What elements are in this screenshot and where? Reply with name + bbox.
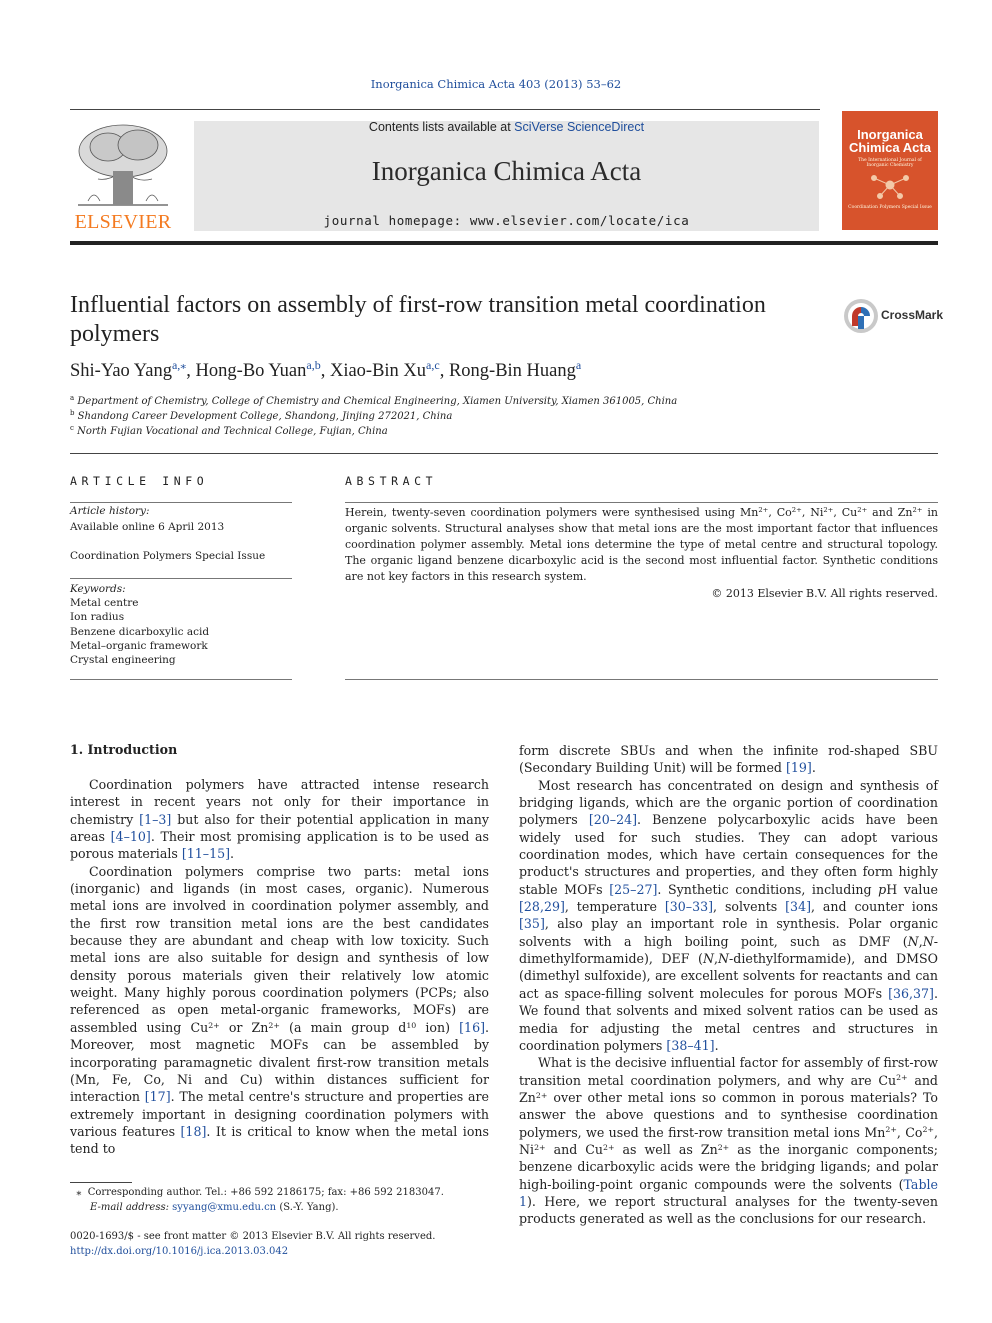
journal-homepage: journal homepage: www.elsevier.com/locate/ica — [323, 213, 690, 228]
reference-link[interactable]: [25–27] — [609, 881, 658, 897]
publisher-wordmark[interactable]: ELSEVIER — [74, 211, 172, 233]
journal-citation-link[interactable]: Inorganica Chimica Acta 403 (2013) 53–62 — [370, 77, 622, 91]
affiliation-item: $^c$ North Fujian Vocational and Technical College, Fujian, China — [70, 423, 388, 437]
sciencedirect-link[interactable]: SciVerse ScienceDirect — [514, 120, 645, 134]
keyword-item: Metal–organic framework — [70, 639, 208, 652]
divider — [70, 578, 292, 579]
keyword-item: Metal centre — [70, 597, 139, 609]
article-title: Influential factors on assembly of first-row transition metal coordination polymers — [70, 292, 766, 347]
paragraph: form discrete SBUs and when the infinite rod-shaped SBU (Secondary Building Unit) will be formed [19]. — [519, 743, 938, 776]
reference-link[interactable]: [18] — [180, 1123, 207, 1139]
reference-link[interactable]: [4–10] — [110, 829, 151, 845]
divider — [345, 502, 938, 503]
cover-molecule-art — [862, 168, 918, 202]
cover-title: Inorganica Chimica Acta — [849, 127, 931, 155]
paragraph: Most research has concentrated on design and synthesis of bridging ligands, which are the organic portion of coordination polymers [20–24]. Benzene polycarboxylic acids have been widely used for such studies. They can adopt various coordination modes, which have certain consequences for the product's structures and properties, and they often form highly stable MOFs [25–27]. Synthetic conditions, including pH value [28,29], temperature [30–33], solvents [34], and counter ions [35], also play an important role in synthesis. Polar organic solvents with a high boiling point, such as DMF (N,N-dimethylformamide), DEF (N,N-diethylformamide), and DMSO (dimethyl sulfoxide), are excellent solvents for reactants and can act as space-filling solvent molecules for porous MOFs [36,37]. We found that solvents and mixed solvent ratios can be used as media for adjusting the metal centres and structures in coordination polymers [38–41]. — [519, 777, 939, 1053]
header-rule — [70, 109, 820, 110]
reference-link[interactable]: [36,37] — [888, 985, 934, 1001]
history-value: Available online 6 April 2013 — [70, 521, 225, 533]
keywords-label: Keywords: — [70, 583, 126, 595]
section-heading: 1. Introduction — [70, 742, 178, 757]
contents-line: Contents lists available at SciVerse ScienceDirect — [368, 120, 645, 134]
author-affil-mark[interactable]: a,c — [426, 357, 440, 372]
corresponding-author-footnote: ⁎ Corresponding author. Tel.: +86 592 2186175; fax: +86 592 2183047. E-mail address: syyang@xmu.edu.cn (S.-Y. Yang). — [76, 1187, 444, 1213]
reference-link[interactable]: [1–3] — [139, 811, 172, 827]
affiliation-rule — [70, 453, 938, 454]
copyright-notice: © 2013 Elsevier B.V. All rights reserved. — [711, 587, 938, 600]
reference-link[interactable]: [17] — [144, 1089, 171, 1105]
paragraph: Coordination polymers comprise two parts: metal ions (inorganic) and ligands (in most cases, organic). Numerous metal ions are involved in coordination polymer assembly, and the first row transition metal ions are the best candidates because they are abundant and cheap with low toxicity. Such metal ions are also suitable for design and synthesis of low density porous materials given their relatively low atomic weight. Many highly porous coordination polymers (PCPs; also referenced as open metal-organic frameworks, MOFs) are assembled using $Cu^{2+}$ or $Zn^{2+}$ (a main group $d^{10}$ ion) [16]. Moreover, most magnetic MOFs can be assembled by incorporating paramagnetic divalent first-row transition metals (Mn, Fe, Co, Ni and Cu) within distances sufficient for interaction [17]. The metal centre's structure and properties are extremely important in designing coordination polymers with various features [18]. It is critical to know when the metal ions tend to — [70, 863, 490, 1157]
keyword-item: Crystal engineering — [70, 654, 176, 667]
reference-link[interactable]: [20–24] — [588, 812, 638, 828]
paragraph: Coordination polymers have attracted intense research interest in recent years not only for their importance in chemistry [1–3] but also for their potential application in many areas [4–10]. Their most promising application is to be used as porous materials [11–15]. — [70, 777, 490, 862]
divider — [345, 679, 938, 680]
reference-link[interactable]: [28,29] — [519, 899, 565, 915]
crossmark-icon[interactable] — [843, 298, 879, 334]
homepage-link[interactable]: www.elsevier.com/locate/ica — [469, 213, 690, 228]
reference-link[interactable]: [11–15] — [181, 846, 231, 862]
reference-link[interactable]: [30–33] — [664, 899, 714, 915]
abstract-heading: ABSTRACT — [345, 474, 438, 488]
author-affil-mark[interactable]: a,⁎ — [171, 357, 187, 372]
article-info-heading: ARTICLE INFO — [70, 474, 209, 488]
divider — [70, 679, 292, 680]
crossmark-label[interactable]: CrossMark — [881, 308, 944, 322]
keyword-item: Ion radius — [70, 611, 125, 624]
cover-footer: Coordination Polymers Special Issue — [848, 205, 932, 210]
keywords-list — [70, 596, 209, 667]
reference-link[interactable]: [19] — [785, 760, 812, 776]
reference-link[interactable]: [34] — [785, 899, 811, 915]
cover-subtitle: The International Journal of Inorganic Chemistry — [858, 158, 922, 168]
author-list: Shi-Yao Yang$^{a,⁎}$, Hong-Bo Yuan$^{a,b}$, Xiao-Bin Xu$^{a,c}$, Rong-Bin Huang$^a$ — [70, 357, 582, 381]
journal-name: Inorganica Chimica Acta — [371, 156, 642, 186]
special-issue-label: Coordination Polymers Special Issue — [70, 550, 266, 562]
issn-footer: 0020-1693/$ - see front matter © 2013 Elsevier B.V. All rights reserved. http://dx.doi.org/10.1016/j.ica.2013.03.042 — [70, 1231, 436, 1257]
table-link[interactable]: Table 1 — [519, 1176, 938, 1209]
author-affil-mark[interactable]: a — [575, 357, 582, 372]
paragraph: What is the decisive influential factor for assembly of first-row transition metal coordination polymers, and why are $Cu^{2+}$ and $Zn^{2+}$ over other metal ions so common in porous materials? To answer the above questions and to synthesise coordination polymers, we used the first-row transition metal ions $Mn^{2+}$, $Co^{2+}$, $Ni^{2+}$ and $Cu^{2+}$ as well as $Zn^{2+}$ as the inorganic components; benzene dicarboxylic acids were the bridging ligands; and polar high-boiling-point organic compounds were the solvents (Table 1). Here, we report structural analyses for the twenty-seven products generated as well as the conclusions for our research. — [519, 1055, 939, 1227]
keyword-item: Benzene dicarboxylic acid — [70, 625, 210, 638]
abstract-text: Herein, twenty-seven coordination polymers were synthesised using $Mn^{2+}$, $Co^{2+}$, $Ni^{2+}$, $Cu^{2+}$ and $Zn^{2+}$ in organic solvents. Structural analyses show that metal ions are the most important factor that influences coordination polymer assembly. Metal ions determine the type of metal centre and structural topology. The organic ligand benzene dicarboxylic acid is the second most influential factor. Synthetic conditions are not key factors in this research system. — [345, 506, 938, 583]
affiliation-item: $^a$ Department of Chemistry, College of Chemistry and Chemical Engineering, Xiamen University, Xiamen 361005, China — [70, 394, 678, 407]
body-column-right — [519, 742, 938, 1228]
author-name[interactable]: Hong-Bo Yuan — [195, 361, 307, 381]
body-column-left — [70, 776, 489, 1158]
history-label: Article history: — [70, 505, 150, 517]
divider — [70, 502, 292, 503]
reference-link[interactable]: [38–41] — [666, 1037, 715, 1053]
email-link[interactable]: syyang@xmu.edu.cn — [172, 1202, 277, 1213]
reference-link[interactable]: [16] — [459, 1019, 485, 1035]
affiliation-item: $^b$ Shandong Career Development College, Shandong, Jinjing 272021, China — [70, 408, 453, 422]
footnote-rule — [70, 1182, 132, 1183]
author-name[interactable]: Xiao-Bin Xu — [329, 361, 427, 381]
reference-link[interactable]: [35] — [519, 916, 545, 932]
affiliations — [70, 395, 677, 439]
header-thick-rule — [70, 241, 938, 245]
author-affil-mark[interactable]: a,b — [306, 357, 321, 372]
author-name[interactable]: Shi-Yao Yang — [70, 361, 172, 381]
doi-link[interactable]: http://dx.doi.org/10.1016/j.ica.2013.03.042 — [70, 1245, 289, 1257]
author-name[interactable]: Rong-Bin Huang — [448, 361, 576, 381]
